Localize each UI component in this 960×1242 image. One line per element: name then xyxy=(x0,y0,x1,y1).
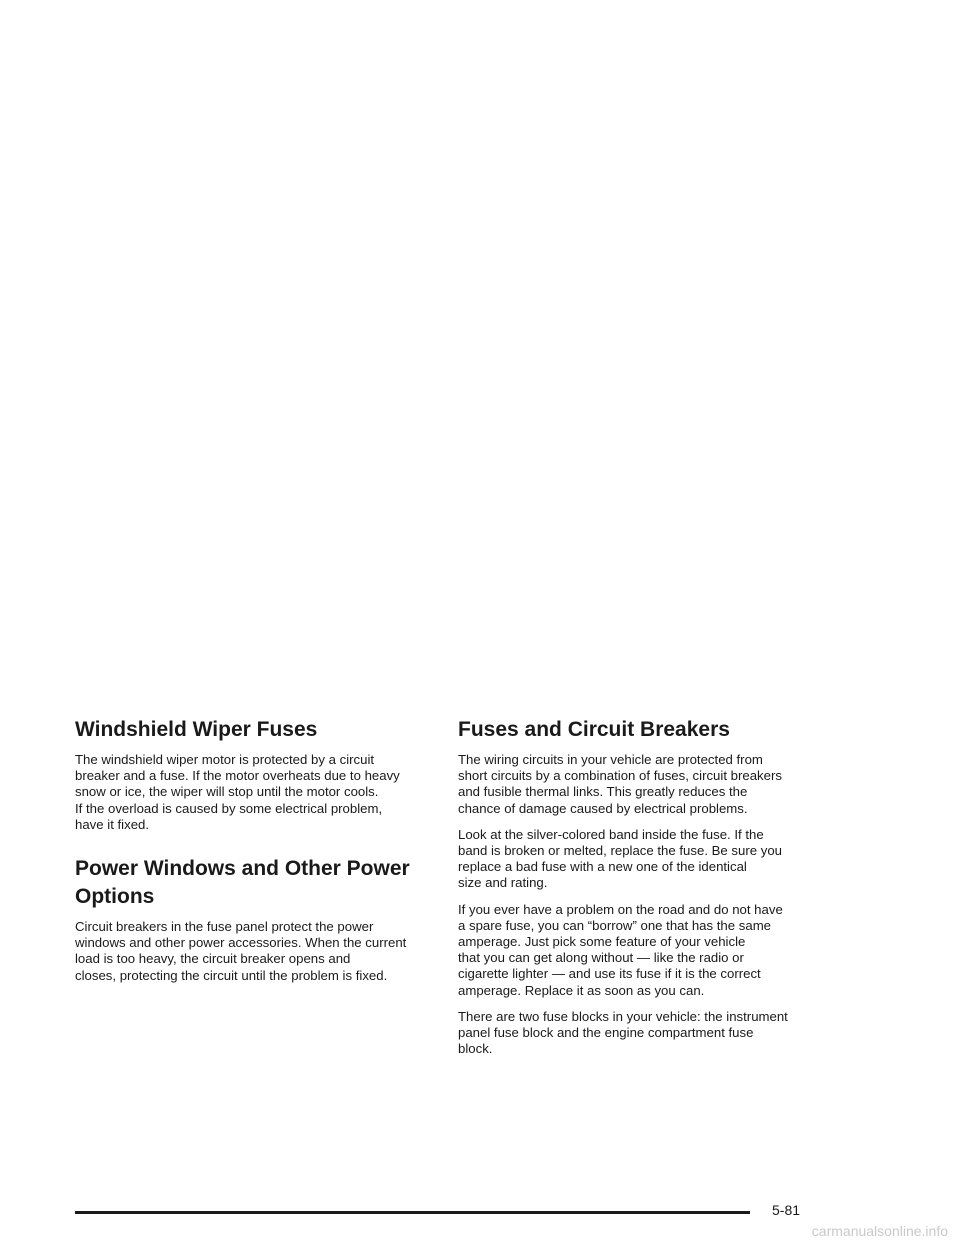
fuses-paragraph-2: Look at the silver-colored band inside the fuse. If the band is broken or melted, replace the fuse. Be sure you replace a bad fuse with a new one of the identical size and rating. xyxy=(458,826,783,891)
watermark: carmanualsonline.info xyxy=(811,1223,948,1239)
windshield-wiper-fuses-heading: Windshield Wiper Fuses xyxy=(75,718,318,741)
right-column xyxy=(458,716,828,1067)
fuses-paragraph-3: If you ever have a problem on the road and do not have a spare fuse, you can “borrow” one that has the same amperage. Just pick some feature of your vehicle that you can get along without — like the radio or cigarette lighter — and use its fuse if it is the correct amperage. Replace it as soon as you can. xyxy=(458,901,783,998)
fuses-paragraph-1: The wiring circuits in your vehicle are protected from short circuits by a combination of fuses, circuit breakers and fusible thermal links. This greatly reduces the chance of damage caused by electrical problems. xyxy=(458,752,782,816)
power-windows-heading: Power Windows and Other Power Options xyxy=(75,857,410,909)
fuses-paragraph-4: There are two fuse blocks in your vehicle: the instrument panel fuse block and the engine compartment fuse block. xyxy=(458,1008,788,1057)
footer-rule xyxy=(75,1211,750,1214)
power-windows-paragraph: Circuit breakers in the fuse panel protect the power windows and other power accessories. When the current load is too heavy, the circuit breaker opens and closes, protecting the circuit until the problem is fixed. xyxy=(75,919,407,983)
fuses-circuit-breakers-heading: Fuses and Circuit Breakers xyxy=(458,718,730,741)
left-column xyxy=(75,716,445,994)
page-number: 5-81 xyxy=(772,1202,801,1218)
windshield-wiper-fuses-paragraph: The windshield wiper motor is protected by a circuit breaker and a fuse. If the motor overheats due to heavy snow or ice, the wiper will stop until the motor cools. If the overload is caused by some electrical problem, have it fixed. xyxy=(75,752,400,832)
